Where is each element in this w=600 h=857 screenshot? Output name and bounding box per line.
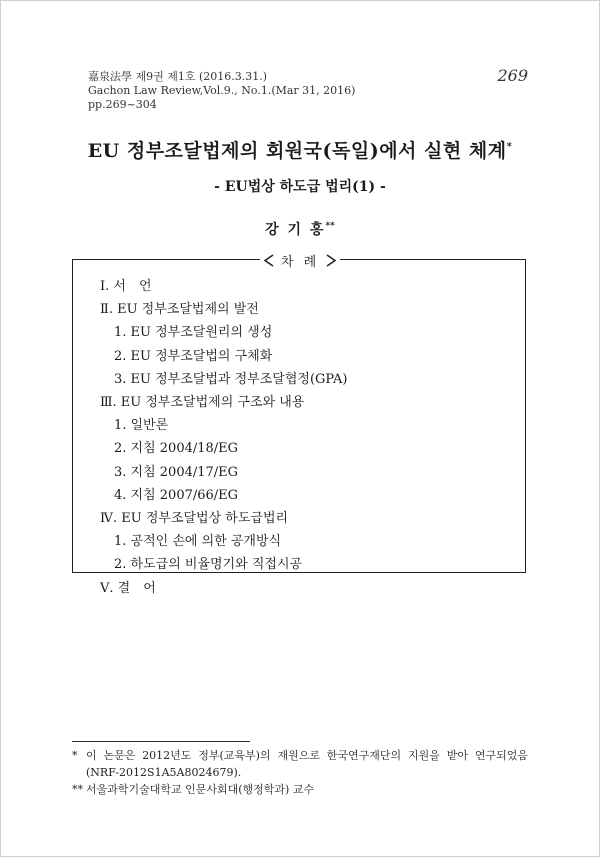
footnote-word: 이 bbox=[86, 749, 97, 762]
toc-item[interactable]: 1. 일반론 bbox=[114, 418, 169, 434]
footnote-word: 한국연구재단의 bbox=[326, 749, 402, 762]
toc-heading-label: 차 례 bbox=[280, 255, 320, 270]
footnote-word: 정부(교육부)의 bbox=[198, 749, 271, 762]
toc-heading bbox=[0, 251, 600, 270]
toc-item[interactable]: 2. EU 정부조달법의 구체화 bbox=[114, 348, 273, 364]
footnote-word: 지원을 bbox=[408, 749, 440, 762]
toc-item[interactable]: 3. 지침 2004/17/EG bbox=[114, 464, 239, 480]
toc-item[interactable]: 4. 지침 2007/66/EG bbox=[114, 487, 239, 503]
page-number: 269 bbox=[497, 66, 528, 85]
footnote-word: 논문은 bbox=[103, 749, 136, 762]
toc-item[interactable]: 1. 공적인 손에 의한 공개방식 bbox=[114, 534, 282, 550]
toc-list bbox=[100, 275, 347, 600]
footnote-divider bbox=[72, 741, 250, 742]
footnote-word: 연구되었음 bbox=[474, 749, 528, 762]
journal-line-3: pp.269~304 bbox=[88, 98, 157, 111]
footnote-word: 2012년도 bbox=[142, 749, 192, 762]
toc-item[interactable]: Ⅱ. EU 정부조달법제의 발전 bbox=[100, 302, 259, 318]
journal-line-1: 嘉泉法學 제9권 제1호 (2016.3.31.) bbox=[88, 70, 268, 83]
footnotes bbox=[72, 747, 528, 798]
footnote-line bbox=[86, 747, 528, 764]
left-angle-icon bbox=[264, 254, 274, 267]
footnote-word: 받아 bbox=[446, 749, 468, 762]
toc-item[interactable]: Ⅳ. EU 정부조달법상 하도급법리 bbox=[100, 511, 289, 527]
article-title-text: EU 정부조달법제의 회원국(독일)에서 실현 체계 bbox=[87, 140, 507, 162]
author-footnote-mark[interactable]: ** bbox=[325, 221, 335, 232]
toc-item[interactable]: 1. EU 정부조달원리의 생성 bbox=[114, 325, 273, 341]
footnote-mark: ** bbox=[72, 783, 83, 796]
author-name: 강 기 홍 bbox=[265, 222, 326, 238]
toc-item[interactable]: 3. EU 정부조달법과 정부조달협정(GPA) bbox=[114, 371, 348, 387]
footnote-word: 재원으로 bbox=[277, 749, 320, 762]
title-footnote-mark[interactable]: * bbox=[506, 141, 513, 153]
toc-item[interactable]: Ⅰ. 서 언 bbox=[100, 279, 152, 294]
footnote bbox=[72, 747, 528, 781]
journal-line-2: Gachon Law Review,Vol.9., No.1.(Mar 31, 2016) bbox=[88, 84, 356, 97]
footnote-mark: * bbox=[72, 749, 78, 762]
footnote bbox=[72, 781, 528, 798]
article-subtitle: - EU법상 하도급 법리(1) - bbox=[214, 179, 386, 195]
journal-info bbox=[88, 70, 355, 112]
toc-item[interactable]: Ⅴ. 결 어 bbox=[100, 580, 156, 596]
footnote-line: (NRF-2012S1A5A8024679). bbox=[86, 766, 242, 779]
toc-item[interactable]: Ⅲ. EU 정부조달법제의 구조와 내용 bbox=[100, 395, 305, 411]
article-title bbox=[0, 136, 600, 163]
author bbox=[0, 219, 600, 239]
toc-item[interactable]: 2. 하도급의 비율명기와 직접시공 bbox=[114, 557, 303, 573]
right-angle-icon bbox=[326, 254, 336, 267]
footnote-text: 서울과학기술대학교 인문사회대(행정학과) 교수 bbox=[86, 783, 315, 796]
toc-item[interactable]: 2. 지침 2004/18/EG bbox=[114, 441, 239, 457]
